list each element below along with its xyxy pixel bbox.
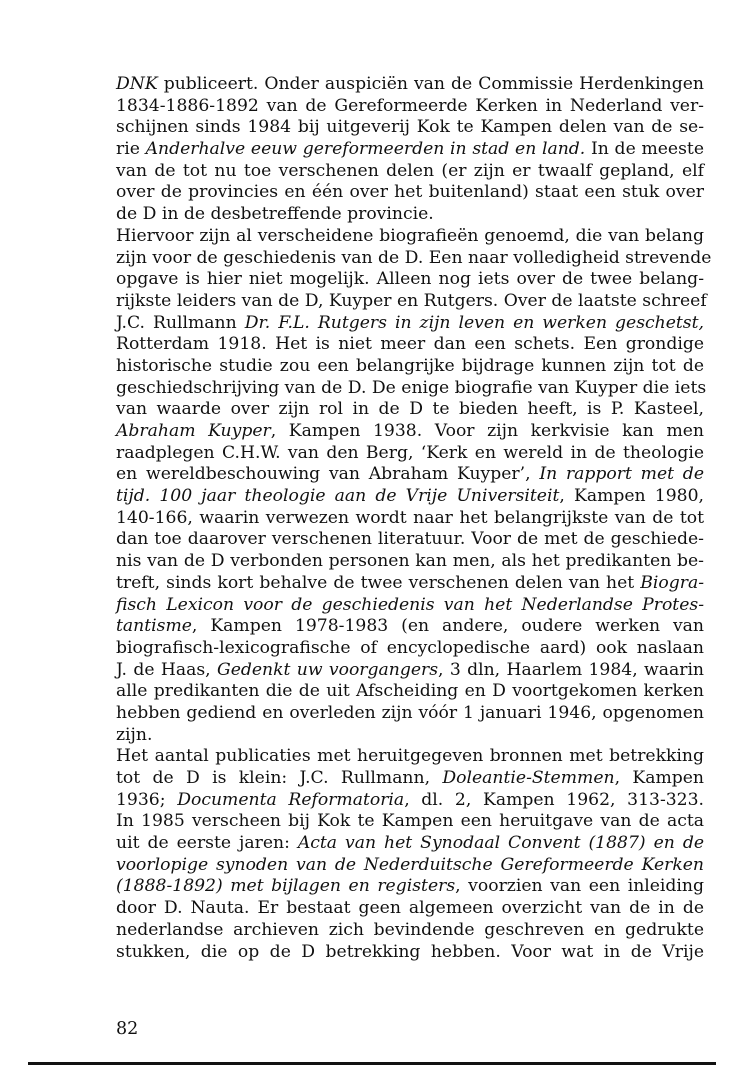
text-line [116,638,704,660]
text-segment: dan toe daarover verschenen literatuur. Voor de met de geschiede- [116,529,704,550]
text-segment: biografisch-lexicografische of encyclopedische aard) ook naslaan [116,637,704,658]
italic-text: tantisme [116,616,192,637]
text-segment: Het aantal publicaties met heruitgegeven bronnen met betrekking [116,746,704,767]
text-line [116,681,704,703]
text-segment: In de meeste [585,139,704,160]
text-segment: raadplegen C.H.W. van den Berg, ‘Kerk en wereld in de theologie [116,442,704,463]
italic-text: tijd. 100 jaar theologie aan de Vrije Universiteit [116,486,560,507]
text-segment: 1936; [116,789,178,810]
text-segment: , Kampen [614,768,704,788]
text-segment: Rotterdam 1918. Het is niet meer dan een schets. Een grondige [116,334,704,355]
text-segment: van de tot nu toe verschenen delen (er zijn er twaalf gepland, elf [116,160,704,181]
text-line [116,876,704,898]
italic-text: Abraham Kuyper [116,421,271,441]
text-segment: zijn voor de geschiedenis van de D. Een naar volledigheid strevende [116,247,712,268]
text-line [116,898,704,920]
italic-text: Documenta Reformatoria [177,789,405,810]
text-line [116,313,704,335]
text-line [116,768,704,790]
text-segment: , Kampen 1980, [559,486,704,507]
text-line [116,616,704,638]
text-line [116,161,704,183]
text-segment: rie [116,139,146,160]
italic-text: Doleantie-Stemmen [442,768,615,788]
paragraph [116,74,704,226]
text-line [116,855,704,877]
italic-text: Acta van het Synodaal Convent (1887) en de [297,833,704,854]
text-line [116,703,704,725]
text-segment: , voorzien van een inleiding [455,876,704,897]
italic-text: fisch Lexicon voor de geschiedenis van het Nederlandse Protes- [116,594,704,615]
text-segment: van waarde over zijn rol in de D te bieden heeft, is P. Kasteel, [116,399,704,420]
text-segment: zijn. [116,724,153,745]
bottom-rule [28,1062,716,1065]
text-line [116,204,704,226]
italic-text: In rapport met de [539,464,704,485]
text-line [116,595,704,617]
italic-text: (1888-1892) met bijlagen en registers [116,876,456,897]
text-segment: hebben gediend en overleden zijn vóór 1 januari 1946, opgenomen [116,702,704,723]
text-line [116,182,704,204]
text-segment: tot de D is klein: J.C. Rullmann, [116,768,443,788]
text-segment: , 3 dln, Haarlem 1984, waarin [438,659,705,680]
italic-text: DNK [116,74,158,94]
text-segment: geschiedschrijving van de D. De enige biografie van Kuyper die iets [116,377,707,398]
text-segment: J.C. Rullmann [116,312,245,333]
text-segment: , dl. 2, Kampen 1962, 313-323. [404,789,705,810]
text-line [116,833,704,855]
text-line [116,74,704,96]
text-line [116,529,704,551]
text-line [116,96,704,118]
page-body [116,74,712,963]
text-line [116,290,707,313]
text-line [116,421,704,443]
text-line [116,399,704,421]
text-segment: 1834-1886-1892 van de Gereformeerde Kerken in Nederland ver- [116,95,704,116]
text-line [116,356,704,378]
italic-text: voorlopige synoden van de Nederduitsche Gereformeerde Kerken [116,854,704,875]
text-segment: Hiervoor zijn al verscheidene biografieën genoemd, die van belang [116,225,704,246]
text-line [116,377,707,400]
italic-text: Biogra- [640,572,704,593]
text-line [116,139,704,161]
text-line [116,811,704,833]
text-segment: stukken, die op de D betrekking hebben. Voor wat in de Vrije [116,941,704,962]
text-segment: , Kampen 1978-1983 (en andere, oudere werken van [191,616,704,637]
text-line [116,269,704,291]
italic-text: Gedenkt uw voorgangers [216,659,439,680]
text-segment: de D in de desbetreffende provincie. [116,204,434,225]
text-line [116,573,704,595]
text-line [116,117,704,139]
text-line [116,464,704,486]
text-line [116,920,704,942]
text-line [116,746,704,768]
text-segment: nis van de D verbonden personen kan men, als het predikanten be- [116,551,704,572]
text-segment: treft, sinds kort behalve de twee verschenen delen van het [116,572,641,593]
text-segment: opgave is hier niet mogelijk. Alleen nog iets over de twee belang- [116,269,704,290]
text-line [116,334,704,356]
text-line [116,226,704,248]
text-segment: door D. Nauta. Er bestaat geen algemeen overzicht van de in de [116,898,704,919]
text-line [116,247,712,270]
text-line [116,486,704,508]
text-segment: uit de eerste jaren: [116,833,298,854]
text-line [116,790,704,812]
text-segment: over de provincies en één over het buitenland) staat een stuk over [116,182,704,203]
italic-text: Anderhalve eeuw gereformeerden in stad en land. [145,139,586,160]
text-line [116,508,704,530]
italic-text: Dr. F.L. Rutgers in zijn leven en werken geschetst, [244,312,704,333]
paragraph [116,746,704,963]
page-number: 82 [116,1019,139,1039]
text-line [116,942,704,964]
paragraph [116,225,712,747]
text-segment: 140-166, waarin verwezen wordt naar het belangrijkste van de tot [116,507,704,528]
text-segment: en wereldbeschouwing van Abraham Kuyper’, [116,464,540,485]
text-line [116,725,704,747]
text-segment: rijkste leiders van de D, Kuyper en Rutgers. Over de laatste schreef [116,290,707,311]
text-segment: J. de Haas, [116,659,217,680]
text-line [116,443,704,465]
text-segment: publiceert. Onder auspiciën van de Commissie Herdenkingen [157,74,704,94]
text-segment: historische studie zou een belangrijke bijdrage kunnen zijn tot de [116,355,704,376]
text-segment: alle predikanten die de uit Afscheiding en D voortgekomen kerken [116,681,704,702]
text-line [116,660,704,682]
text-segment: , Kampen 1938. Voor zijn kerkvisie kan men [270,421,704,441]
text-segment: In 1985 verscheen bij Kok te Kampen een heruitgave van de acta [116,811,704,832]
text-segment: schijnen sinds 1984 bij uitgeverij Kok te Kampen delen van de se- [116,117,704,138]
text-segment: nederlandse archieven zich bevindende geschreven en gedrukte [116,919,704,940]
text-line [116,551,704,573]
